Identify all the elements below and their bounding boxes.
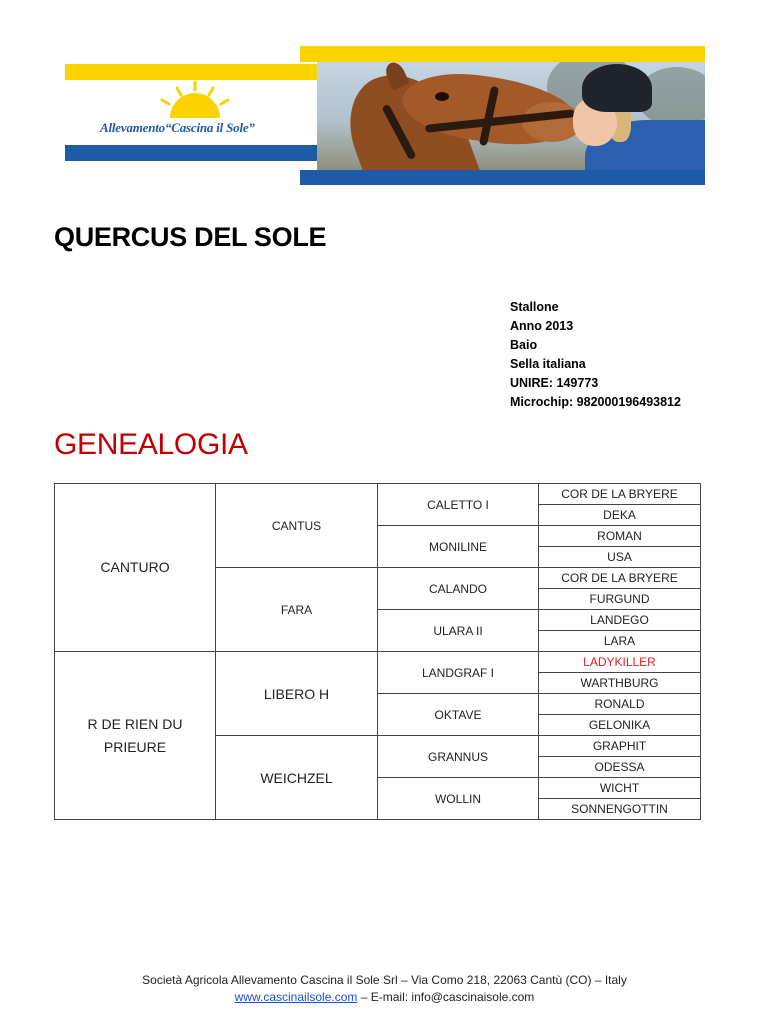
banner-blue-stripe xyxy=(300,170,705,185)
pedigree-gen3-cell: CALETTO I xyxy=(378,484,539,526)
header-banner xyxy=(0,0,769,190)
pedigree-gen3-cell: WOLLIN xyxy=(378,778,539,820)
detail-breed: Sella italiana xyxy=(510,357,586,371)
pedigree-gen4-cell: RONALD xyxy=(539,694,701,715)
pedigree-gen4-cell: WARTHBURG xyxy=(539,673,701,694)
pedigree-sire-dam: FARA xyxy=(216,568,378,652)
pedigree-gen3-cell: LANDGRAF I xyxy=(378,652,539,694)
pedigree-gen4-cell: DEKA xyxy=(539,505,701,526)
pedigree-gen3-cell: MONILINE xyxy=(378,526,539,568)
pedigree-gen4-cell: LANDEGO xyxy=(539,610,701,631)
page-footer xyxy=(0,972,769,1006)
sun-logo-icon xyxy=(150,80,240,120)
pedigree-dam-dam: WEICHZEL xyxy=(216,736,378,820)
banner-blue-stripe-left xyxy=(65,145,317,161)
banner-yellow-stripe-left xyxy=(65,64,317,80)
detail-coat: Baio xyxy=(510,338,538,352)
logo-text: Allevamento“Cascina il Sole” xyxy=(100,120,255,135)
banner-yellow-stripe xyxy=(300,46,705,62)
detail-microchip: Microchip: 982000196493812 xyxy=(510,395,681,409)
footer-address: Società Agricola Allevamento Cascina il Sole Srl – Via Como 218, 22063 Cantù (CO) – Italy xyxy=(142,973,627,987)
pedigree-gen4-cell: COR DE LA BRYERE xyxy=(539,568,701,589)
pedigree-gen3-cell: OKTAVE xyxy=(378,694,539,736)
pedigree-gen4-cell: GELONIKA xyxy=(539,715,701,736)
pedigree-gen3-cell: CALANDO xyxy=(378,568,539,610)
horse-details xyxy=(510,298,681,412)
website-link[interactable]: www.cascinailsole.com xyxy=(234,990,358,1004)
footer-email: – E-mail: info@cascinaisole.com xyxy=(357,990,535,1004)
banner-photo xyxy=(317,62,705,170)
pedigree-gen4-cell: USA xyxy=(539,547,701,568)
pedigree-dam: R DE RIEN DU PRIEURE xyxy=(55,652,216,820)
detail-sex: Stallone xyxy=(510,300,559,314)
pedigree-gen4-cell: LARA xyxy=(539,631,701,652)
pedigree-gen4-cell: WICHT xyxy=(539,778,701,799)
pedigree-gen4-cell: ROMAN xyxy=(539,526,701,547)
pedigree-gen4-cell: GRAPHIT xyxy=(539,736,701,757)
pedigree-gen3-cell: GRANNUS xyxy=(378,736,539,778)
pedigree-gen4-cell: SONNENGOTTIN xyxy=(539,799,701,820)
pedigree-sire-sire: CANTUS xyxy=(216,484,378,568)
detail-year: Anno 2013 xyxy=(510,319,574,333)
pedigree-gen3-cell: ULARA II xyxy=(378,610,539,652)
section-title: GENEALOGIA xyxy=(54,428,248,461)
pedigree-gen4-cell-highlight: LADYKILLER xyxy=(539,652,701,673)
pedigree-gen4-cell: ODESSA xyxy=(539,757,701,778)
pedigree-table xyxy=(54,483,701,820)
horse-name-title: QUERCUS DEL SOLE xyxy=(54,222,327,252)
footer-contacts xyxy=(0,989,769,1006)
pedigree-dam-sire: LIBERO H xyxy=(216,652,378,736)
pedigree-gen4-cell: COR DE LA BRYERE xyxy=(539,484,701,505)
pedigree-sire: CANTURO xyxy=(55,484,216,652)
pedigree-gen4-cell: FURGUND xyxy=(539,589,701,610)
detail-unire: UNIRE: 149773 xyxy=(510,376,599,390)
